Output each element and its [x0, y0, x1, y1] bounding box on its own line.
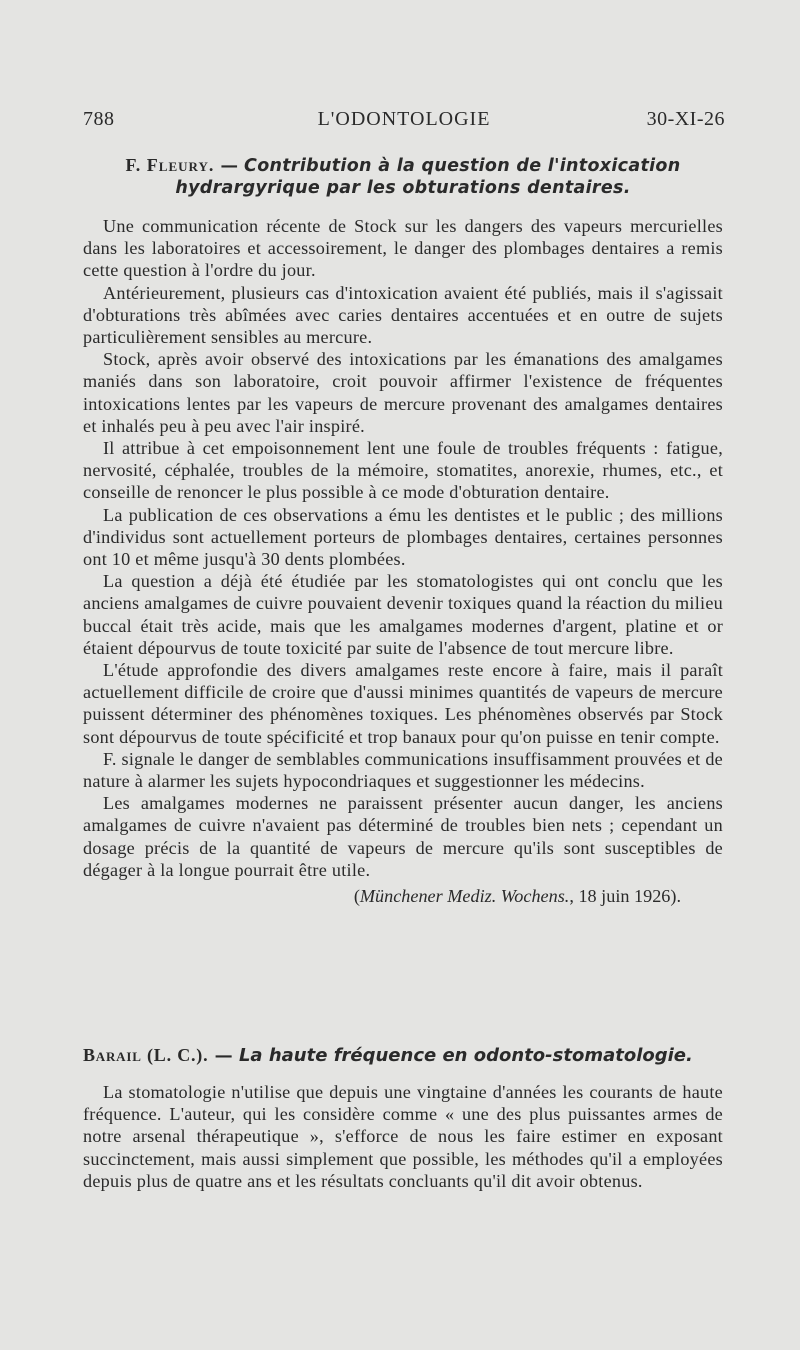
article-title-line-2: hydrargyrique par les obturations dentaires.: [175, 178, 631, 198]
article-body: [83, 215, 723, 881]
paragraph: F. signale le danger de semblables communications insuffisamment prouvées et de nature à alarmer les sujets hypocondriaques et suggestionner les médecins.: [83, 748, 723, 792]
article-body: [83, 1081, 723, 1192]
article-title: [83, 154, 723, 199]
paragraph: La publication de ces observations a ému les dentistes et le public ; des millions d'individus sont actuellement porteurs de plombages dentaires, certaines personnes ont 10 et même jusqu'à 30 dents plombées.: [83, 504, 723, 570]
paragraph: L'étude approfondie des divers amalgames reste encore à faire, mais il paraît actuellement difficile de croire que d'aussi minimes quantités de vapeurs de mercure puissent déterminer des phénomènes toxiques. Les phénomènes observés par Stock sont dépourvus de toute spécificité et trop banaux pour qu'on puisse en tenir compte.: [83, 660, 723, 747]
paragraph: La question a déjà été étudiée par les stomatologistes qui ont conclu que les anciens amalgames de cuivre pouvaient devenir toxiques quand la réaction du milieu buccal était très acide, mais que les amalgames modernes d'argent, platine et or étaient dépourvus de toute toxicité par suite de l'absence de tout mercure libre.: [83, 571, 723, 658]
paragraph: Antérieurement, plusieurs cas d'intoxication avaient été publiés, mais il s'agissait d'obturations très abîmées avec caries dentaires accentuées et en outre de sujets particulièrement sensibles au mercure.: [83, 282, 723, 348]
title-dash: —: [214, 156, 245, 176]
paragraph: Stock, après avoir observé des intoxications par les émanations des amalgames maniés dans son laboratoire, croit pouvoir affirmer l'existence de fréquentes intoxications lentes par les vapeurs de mercure provenant des amalgames dentaires et inhalés peu à peu avec l'air inspiré.: [83, 349, 723, 436]
article-author: Barail (L. C.).: [83, 1045, 209, 1065]
article-fleury: [83, 154, 723, 907]
paragraph: Les amalgames modernes ne paraissent présenter aucun danger, les anciens amalgames de cuivre n'avaient pas déterminé de troubles bien nets ; cependant un dosage précis de la quantité de vapeurs de mercure qu'ils sont susceptibles de dégager à la longue pourrait être utile.: [83, 793, 723, 880]
journal-title: L'ODONTOLOGIE: [317, 108, 491, 130]
article-title-line-1: Contribution à la question de l'intoxication: [244, 156, 681, 176]
article-title: [83, 1044, 723, 1067]
paragraph: La stomatologie n'utilise que depuis une vingtaine d'années les courants de haute fréquence. L'auteur, qui les considère comme « une des plus puissantes armes de notre arsenal thérapeutique », s'efforce de nous les faire estimer en exposant succinctement, mais aussi simplement que possible, les méthodes qu'il a employées depuis plus de quatre ans et les résultats concluants qu'il dit avoir obtenus.: [83, 1082, 723, 1191]
citation: [83, 885, 681, 907]
issue-date: 30-XI-26: [646, 108, 725, 130]
citation-source: Münchener Mediz. Wochens.: [359, 886, 570, 907]
article-author: F. Fleury.: [125, 155, 215, 175]
citation-date: , 18 juin 1926).: [569, 886, 681, 907]
citation-open: (: [353, 886, 360, 907]
title-dash: —: [208, 1045, 239, 1066]
page-number: 788: [83, 108, 115, 130]
paragraph: Une communication récente de Stock sur les dangers des vapeurs mercurielles dans les laboratoires et accessoirement, le danger des plombages dentaires a remis cette question à l'ordre du jour.: [83, 216, 723, 281]
paragraph: Il attribue à cet empoisonnement lent une foule de troubles fréquents : fatigue, nervosité, céphalée, troubles de la mémoire, stomatites, anorexie, rhumes, etc., et conseille de renoncer le plus possible à ce mode d'obturation dentaire.: [83, 438, 723, 503]
running-head: [83, 108, 725, 136]
article-title-text: La haute fréquence en odonto-stomatologie.: [238, 1045, 693, 1066]
article-barail: [83, 1044, 723, 1192]
